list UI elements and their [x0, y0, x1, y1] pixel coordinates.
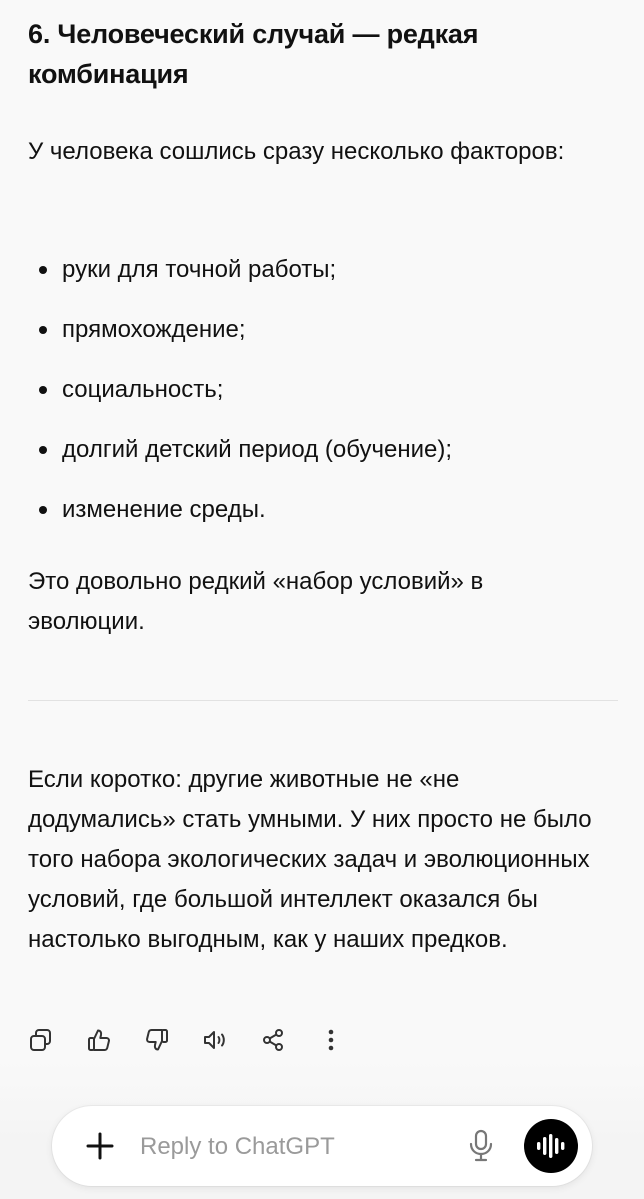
message-actions: [24, 1020, 372, 1060]
thumbs-down-icon: [143, 1026, 171, 1054]
microphone-icon: [467, 1129, 495, 1163]
voice-mode-button[interactable]: [524, 1119, 578, 1173]
outro-paragraph: Это довольно редкий «набор условий» в эволюции.: [28, 568, 484, 635]
factor-list: [28, 248, 608, 548]
composer-bar: [52, 1106, 592, 1186]
copy-button[interactable]: [24, 1023, 58, 1057]
divider: [28, 700, 618, 701]
list-item: прямохождение;: [28, 308, 608, 368]
add-attachment-button[interactable]: [82, 1128, 118, 1164]
thumbs-down-button[interactable]: [140, 1023, 174, 1057]
plus-icon: [85, 1131, 115, 1161]
more-options-button[interactable]: [314, 1023, 348, 1057]
copy-icon: [27, 1026, 55, 1054]
assistant-message: [28, 14, 628, 94]
list-item: долгий детский период (обучение);: [28, 428, 608, 488]
thumbs-up-button[interactable]: [82, 1023, 116, 1057]
read-aloud-button[interactable]: [198, 1023, 232, 1057]
intro-paragraph: У человека сошлись сразу несколько факторов:: [28, 138, 565, 165]
section-heading: 6. Человеческий случай — редкая комбинация: [28, 19, 479, 89]
share-button[interactable]: [256, 1023, 290, 1057]
list-item: социальность;: [28, 368, 608, 428]
voice-mode-icon: [536, 1134, 566, 1158]
list-item: руки для точной работы;: [28, 248, 608, 308]
list-item: изменение среды.: [28, 488, 608, 548]
dictate-button[interactable]: [464, 1128, 498, 1164]
more-icon: [317, 1026, 345, 1054]
summary-paragraph: Если коротко: другие животные не «не додумались» стать умными. У них просто не было того набора экологических задач и эволюционных условий, где большой интеллект оказался бы настолько выгодным, как у наших предков.: [28, 766, 592, 953]
thumbs-up-icon: [85, 1026, 113, 1054]
read-aloud-icon: [201, 1026, 229, 1054]
message-input[interactable]: [138, 1126, 442, 1168]
share-icon: [259, 1026, 287, 1054]
